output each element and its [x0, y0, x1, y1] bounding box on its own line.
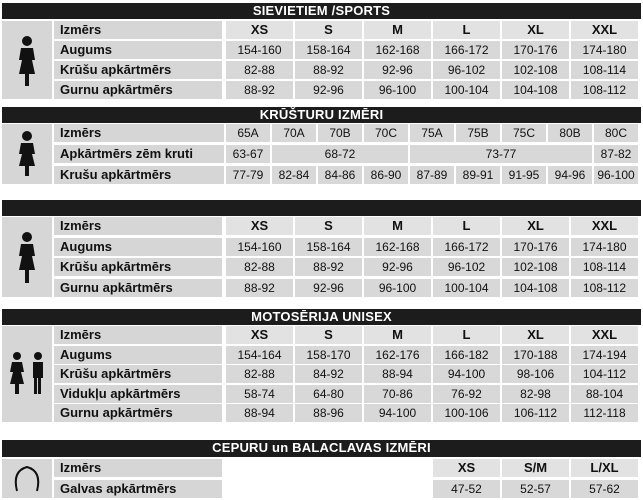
- size-header-cell: L/XL: [571, 459, 638, 477]
- row-label: Gurnu apkārtmērs: [54, 404, 222, 422]
- size-header-cell: XS: [226, 21, 293, 39]
- value-cell: 100-106: [433, 404, 500, 422]
- value-cell: 88-96: [295, 404, 362, 422]
- row-label: Izmērs: [54, 459, 222, 477]
- size-header-cell: XL: [502, 326, 569, 344]
- value-cell: 154-160: [226, 238, 293, 256]
- value-cell: 64-80: [295, 385, 362, 403]
- size-header-cell: S: [295, 326, 362, 344]
- row-label: Vidukļu apkārtmērs: [54, 385, 222, 403]
- size-header-cell: S/M: [502, 459, 569, 477]
- size-header-cell: S: [295, 21, 362, 39]
- value-cell: 162-168: [364, 238, 431, 256]
- value-cell: 170-176: [502, 238, 569, 256]
- bra-bust-cell: 94-96: [548, 166, 592, 184]
- bra-bust-cell: 84-86: [318, 166, 362, 184]
- value-cell: 94-100: [364, 404, 431, 422]
- value-cell: 102-108: [502, 61, 569, 79]
- value-cell: 174-180: [571, 238, 638, 256]
- value-cell: 166-172: [433, 238, 500, 256]
- bra-bust-label: Krušu apkārtmērs: [54, 166, 224, 184]
- value-cell: 88-94: [364, 365, 431, 383]
- row-label: Izmērs: [54, 326, 222, 344]
- empty-cell: [226, 480, 431, 498]
- value-cell: 92-96: [295, 81, 362, 99]
- row-label: Gurnu apkārtmērs: [54, 279, 222, 297]
- bra-bust-cell: 77-79: [226, 166, 270, 184]
- value-cell: 88-92: [295, 61, 362, 79]
- row-label: Gurnu apkārtmērs: [54, 81, 222, 99]
- women2-size-table: [54, 217, 641, 297]
- size-header-cell: M: [364, 21, 431, 39]
- size-header-cell: XXL: [571, 21, 638, 39]
- size-header-cell: L: [433, 21, 500, 39]
- value-cell: 108-114: [571, 61, 638, 79]
- value-cell: 104-112: [571, 365, 638, 383]
- value-cell: 154-164: [226, 346, 293, 364]
- size-header-cell: XS: [226, 217, 293, 235]
- bra-bust-cell: 87-89: [410, 166, 454, 184]
- value-cell: 88-94: [226, 404, 293, 422]
- bra-size-cell: 75B: [456, 124, 500, 142]
- value-cell: 88-92: [226, 279, 293, 297]
- value-cell: 96-102: [433, 61, 500, 79]
- value-cell: 174-180: [571, 41, 638, 59]
- row-label: Augums: [54, 238, 222, 256]
- size-header-cell: M: [364, 217, 431, 235]
- woman-figure-icon: [2, 217, 52, 297]
- bra-bust-row: [226, 166, 641, 184]
- bra-size-cell: 65A: [226, 124, 270, 142]
- value-cell: 94-100: [433, 365, 500, 383]
- value-cell: 82-88: [226, 258, 293, 276]
- value-cell: 92-96: [364, 258, 431, 276]
- value-cell: 158-164: [295, 41, 362, 59]
- bra-bust-cell: 91-95: [502, 166, 546, 184]
- value-cell: 170-176: [502, 41, 569, 59]
- value-cell: 104-108: [502, 279, 569, 297]
- row-label: Krūšu apkārtmērs: [54, 365, 222, 383]
- row-label: Krūšu apkārtmērs: [54, 258, 222, 276]
- value-cell: 82-88: [226, 61, 293, 79]
- value-cell: 52-57: [502, 480, 569, 498]
- size-header-cell: L: [433, 326, 500, 344]
- bra-under-cell: 63-67: [226, 145, 270, 163]
- value-cell: 106-112: [502, 404, 569, 422]
- value-cell: 92-96: [295, 279, 362, 297]
- bra-size-row: [226, 124, 641, 142]
- value-cell: 96-100: [364, 279, 431, 297]
- section-title-caps: CEPURU un BALACLAVAS IZMĒRI: [2, 440, 641, 457]
- moto-size-table: [54, 326, 641, 422]
- row-label: Krūšu apkārtmērs: [54, 61, 222, 79]
- value-cell: 88-92: [226, 81, 293, 99]
- section-title-bra: KRŪŠTURU IZMĒRI: [2, 107, 641, 123]
- value-cell: 82-98: [502, 385, 569, 403]
- value-cell: 104-108: [502, 81, 569, 99]
- row-label: Izmērs: [54, 21, 222, 39]
- value-cell: 166-182: [433, 346, 500, 364]
- woman-figure-icon: [2, 21, 52, 99]
- value-cell: 58-74: [226, 385, 293, 403]
- value-cell: 112-118: [571, 404, 638, 422]
- bra-size-cell: 70B: [318, 124, 362, 142]
- value-cell: 76-92: [433, 385, 500, 403]
- value-cell: 47-52: [433, 480, 500, 498]
- value-cell: 88-92: [295, 258, 362, 276]
- section-title-moto: MOTOSĒRIJA UNISEX: [2, 309, 641, 325]
- section-title-women2: [2, 200, 641, 216]
- bra-size-cell: 75C: [502, 124, 546, 142]
- unisex-figures-icon: [2, 326, 52, 422]
- value-cell: 166-172: [433, 41, 500, 59]
- woman-figure-icon: [2, 124, 52, 184]
- bra-bust-cell: 82-84: [272, 166, 316, 184]
- value-cell: 100-104: [433, 279, 500, 297]
- size-header-cell: M: [364, 326, 431, 344]
- size-header-cell: XS: [433, 459, 500, 477]
- bra-under-label: Apkārtmērs zēm kruti: [54, 145, 224, 163]
- value-cell: 158-170: [295, 346, 362, 364]
- row-label: Galvas apkārtmērs: [54, 480, 222, 498]
- value-cell: 154-160: [226, 41, 293, 59]
- size-header-cell: XXL: [571, 217, 638, 235]
- value-cell: 88-104: [571, 385, 638, 403]
- row-label: Augums: [54, 41, 222, 59]
- value-cell: 162-168: [364, 41, 431, 59]
- head-outline-icon: [2, 459, 52, 498]
- value-cell: 98-106: [502, 365, 569, 383]
- empty-cell: [226, 459, 431, 477]
- bra-size-label: Izmērs: [54, 124, 224, 142]
- row-label: Izmērs: [54, 217, 222, 235]
- value-cell: 70-86: [364, 385, 431, 403]
- bra-size-cell: 80C: [594, 124, 638, 142]
- value-cell: 162-176: [364, 346, 431, 364]
- value-cell: 82-88: [226, 365, 293, 383]
- section-title-women: SIEVIETIEM /SPORTS: [2, 3, 641, 19]
- bra-size-cell: 75A: [410, 124, 454, 142]
- size-header-cell: L: [433, 217, 500, 235]
- size-header-cell: XL: [502, 217, 569, 235]
- value-cell: 108-112: [571, 81, 638, 99]
- bra-bust-cell: 96-100: [594, 166, 638, 184]
- value-cell: 108-112: [571, 279, 638, 297]
- value-cell: 96-100: [364, 81, 431, 99]
- bra-size-cell: 80B: [548, 124, 592, 142]
- value-cell: 102-108: [502, 258, 569, 276]
- value-cell: 174-194: [571, 346, 638, 364]
- value-cell: 100-104: [433, 81, 500, 99]
- bra-under-cell: 68-72: [272, 145, 408, 163]
- caps-size-table: [54, 459, 641, 498]
- bra-size-cell: 70C: [364, 124, 408, 142]
- size-header-cell: XL: [502, 21, 569, 39]
- bra-under-cell: 73-77: [410, 145, 592, 163]
- women-size-table: [54, 21, 641, 99]
- value-cell: 158-164: [295, 238, 362, 256]
- value-cell: 108-114: [571, 258, 638, 276]
- bra-bust-cell: 89-91: [456, 166, 500, 184]
- bra-size-cell: 70A: [272, 124, 316, 142]
- bra-under-cell: 87-82: [594, 145, 638, 163]
- size-header-cell: XXL: [571, 326, 638, 344]
- row-label: Augums: [54, 346, 222, 364]
- size-header-cell: XS: [226, 326, 293, 344]
- value-cell: 96-102: [433, 258, 500, 276]
- value-cell: 57-62: [571, 480, 638, 498]
- bra-under-row: [226, 145, 641, 163]
- value-cell: 84-92: [295, 365, 362, 383]
- value-cell: 170-188: [502, 346, 569, 364]
- size-header-cell: S: [295, 217, 362, 235]
- value-cell: 92-96: [364, 61, 431, 79]
- bra-bust-cell: 86-90: [364, 166, 408, 184]
